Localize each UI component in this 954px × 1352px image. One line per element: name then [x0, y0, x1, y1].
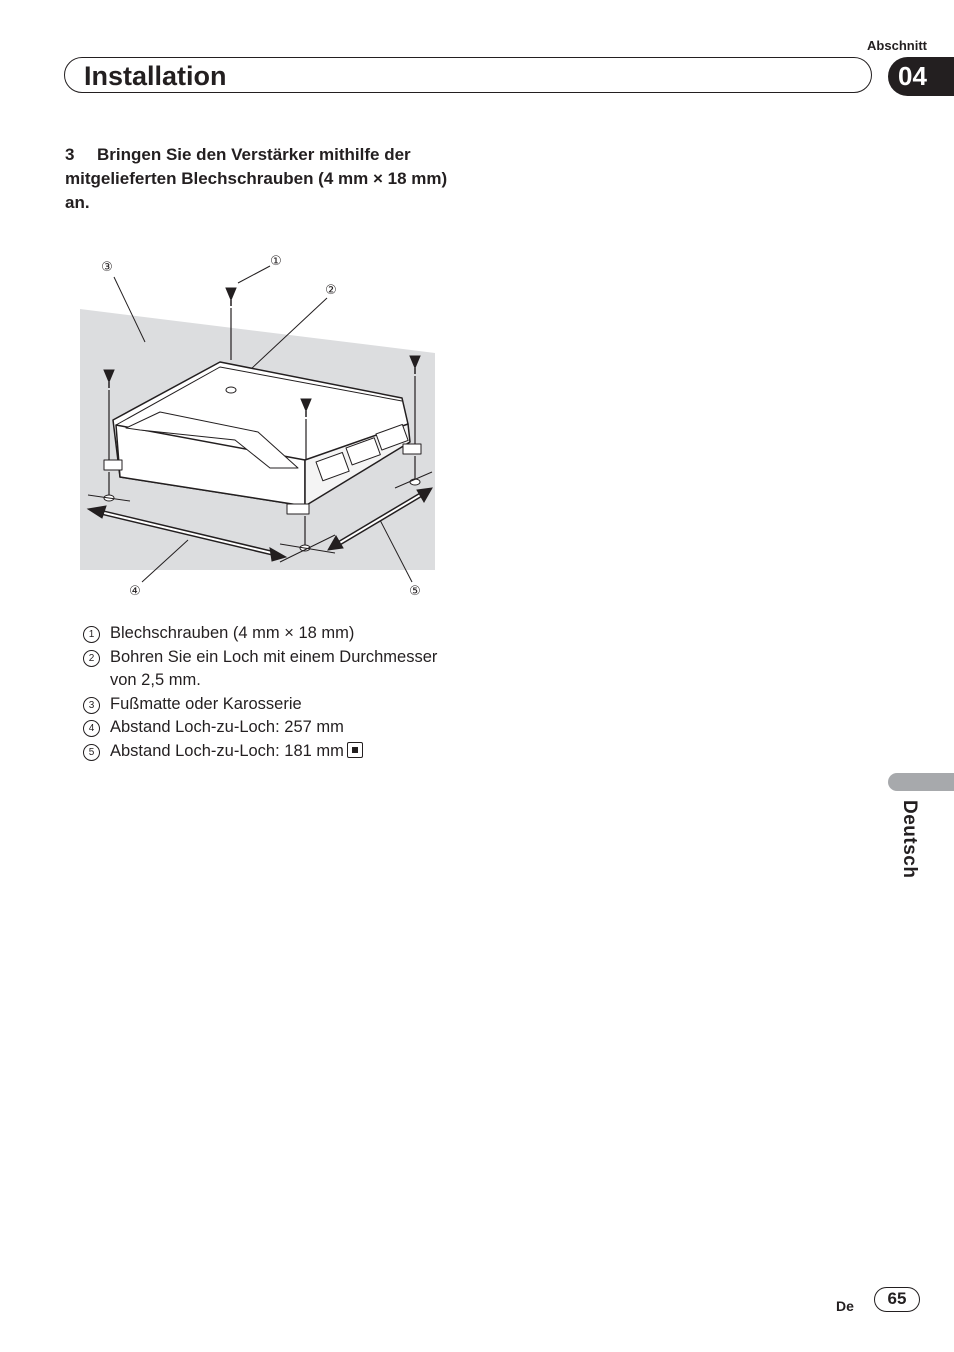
language-label: Deutsch — [899, 800, 920, 879]
legend-text: Abstand Loch-zu-Loch: 257 mm — [110, 718, 344, 736]
legend-marker: 1 — [83, 626, 100, 643]
legend-marker: 2 — [83, 650, 100, 667]
callout-5: ⑤ — [409, 583, 421, 598]
drill-hole — [226, 387, 236, 393]
legend-text: Abstand Loch-zu-Loch: 181 mm — [110, 741, 344, 760]
list-item — [83, 646, 463, 693]
callout-1: ① — [270, 253, 282, 268]
footer-language-code: De — [836, 1298, 854, 1314]
legend-list — [83, 622, 463, 763]
callout-2: ② — [325, 282, 337, 297]
legend-text: Blechschrauben (4 mm × 18 mm) — [110, 624, 355, 642]
page-number: 65 — [874, 1287, 920, 1312]
legend-marker: 5 — [83, 744, 100, 761]
legend-text: Bohren Sie ein Loch mit einem Durchmesser von 2,5 mm. — [110, 647, 438, 689]
step-instruction — [65, 143, 455, 215]
section-number-badge: 04 — [888, 57, 954, 96]
section-label: Abschnitt — [867, 38, 927, 53]
list-item — [83, 622, 463, 646]
list-item — [83, 740, 463, 764]
callout-4: ④ — [129, 583, 141, 598]
step-number: 3 — [65, 145, 75, 164]
legend-text: Fußmatte oder Karosserie — [110, 694, 302, 713]
legend-marker: 3 — [83, 697, 100, 714]
language-tab — [888, 773, 954, 791]
list-item — [83, 693, 463, 717]
page-title: Installation — [84, 61, 227, 91]
legend-marker: 4 — [83, 720, 100, 737]
end-of-section-icon — [347, 742, 363, 758]
step-text: Bringen Sie den Verstärker mithilfe der mitgelieferten Blechschrauben (4 mm × 18 mm) an. — [65, 145, 448, 212]
amplifier-installation-figure — [78, 248, 440, 604]
list-item — [83, 716, 463, 740]
callout-3: ③ — [101, 259, 113, 274]
